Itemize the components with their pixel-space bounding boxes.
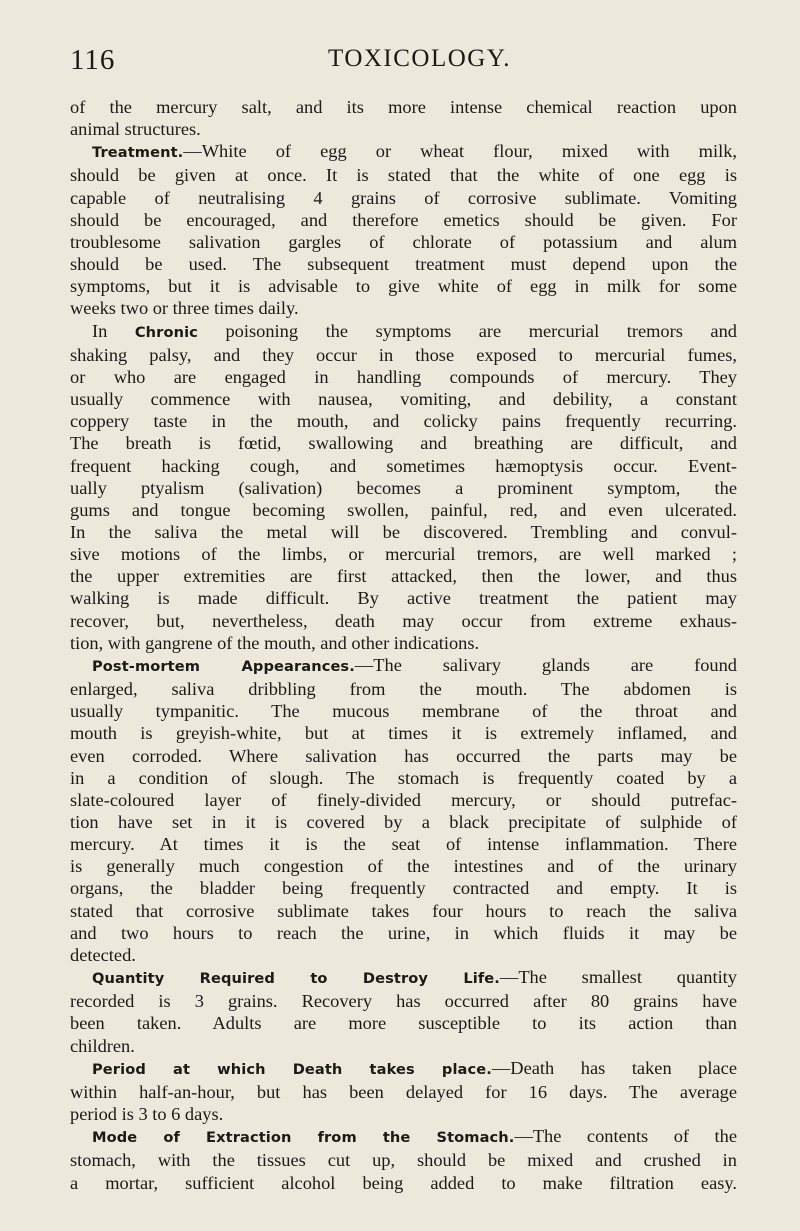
page-header: [70, 44, 730, 84]
text-line: mercury. At times it is the seat of intense inflammation. There: [70, 834, 737, 855]
text-line: capable of neutralising 4 grains of corrosive sublimate. Vomiting: [70, 187, 737, 208]
section-heading-mode: Mode of Extraction from the Stomach.: [92, 1129, 515, 1147]
text-line: period is 3 to 6 days.: [70, 1104, 224, 1125]
text-line: or who are engaged in handling compounds of mercury. They: [70, 366, 737, 387]
text-line: Treatment.—White of egg or wheat flour, mixed with milk,: [92, 141, 737, 162]
page-number: 116: [70, 44, 116, 76]
text-line: detected.: [70, 944, 136, 965]
text-line: even corroded. Where salivation has occurred the parts may be: [70, 745, 737, 766]
text-line: is generally much congestion of the intestines and of the urinary: [70, 856, 737, 877]
text-line: animal structures.: [70, 119, 201, 140]
text-line: usually tympanitic. The mucous membrane of the throat and: [70, 701, 737, 722]
text-line: frequent hacking cough, and sometimes hæmoptysis occur. Event-: [70, 455, 737, 476]
running-title: TOXICOLOGY.: [328, 45, 511, 72]
section-heading-post-mortem: Post-mortem Appearances.: [92, 657, 355, 675]
text-line: shaking palsy, and they occur in those exposed to mercurial fumes,: [70, 344, 737, 365]
text-line: stated that corrosive sublimate takes four hours to reach the saliva: [70, 900, 737, 921]
text-line: should be encouraged, and therefore emetics should be given. For: [70, 209, 737, 230]
text-line: recover, but, nevertheless, death may occur from extreme exhaus-: [70, 610, 737, 631]
text-line: coppery taste in the mouth, and colicky pains frequently recurring.: [70, 411, 737, 432]
text-line: been taken. Adults are more susceptible to its action than: [70, 1013, 737, 1034]
text-line: gums and tongue becoming swollen, painful, red, and even ulcerated.: [70, 499, 737, 520]
text-line: symptoms, but it is advisable to give white of egg in milk for some: [70, 276, 737, 297]
text-line: Post-mortem Appearances.—The salivary glands are found: [92, 654, 737, 675]
text-line: Mode of Extraction from the Stomach.—The contents of the: [92, 1126, 737, 1147]
text-line: in a condition of slough. The stomach is frequently coated by a: [70, 767, 737, 788]
text-line: walking is made difficult. By active treatment the patient may: [70, 588, 737, 609]
body-text: [70, 96, 737, 1194]
text-line: of the mercury salt, and its more intense chemical reaction upon: [70, 97, 737, 117]
section-heading-chronic: Chronic: [134, 323, 198, 341]
text-line: Period at which Death takes place.—Death has taken place: [92, 1057, 737, 1078]
section-heading-treatment: Treatment.: [92, 144, 184, 162]
text-line: recorded is 3 grains. Recovery has occurred after 80 grains have: [70, 991, 737, 1012]
text-line: a mortar, sufficient alcohol being added to make filtration easy.: [70, 1172, 737, 1193]
text-line: weeks two or three times daily.: [70, 298, 299, 319]
text-line: sive motions of the limbs, or mercurial tremors, are well marked ;: [70, 544, 737, 565]
text-line: enlarged, saliva dribbling from the mouth. The abdomen is: [70, 679, 737, 700]
section-heading-period: Period at which Death takes place.: [92, 1060, 492, 1078]
text-line: slate-coloured layer of finely-divided mercury, or should putrefac-: [70, 789, 737, 810]
text-line: should be given at once. It is stated that the white of one egg is: [70, 165, 737, 186]
section-heading-quantity: Quantity Required to Destroy Life.: [92, 970, 500, 988]
text-line: stomach, with the tissues cut up, should be mixed and crushed in: [70, 1150, 737, 1171]
text-line: the upper extremities are first attacked, then the lower, and thus: [70, 566, 737, 587]
text-line: In the saliva the metal will be discovered. Trembling and convul-: [70, 521, 737, 542]
text-line: tion, with gangrene of the mouth, and other indications.: [70, 632, 480, 653]
text-line: Quantity Required to Destroy Life.—The smallest quantity: [92, 967, 737, 988]
text-line: should be used. The subsequent treatment must depend upon the: [70, 254, 737, 275]
text-line: children.: [70, 1035, 135, 1056]
text-line: troublesome salivation gargles of chlorate of potassium and alum: [70, 231, 737, 252]
text-line: The breath is fœtid, swallowing and breathing are difficult, and: [70, 433, 737, 454]
text-line: organs, the bladder being frequently contracted and empty. It is: [70, 878, 737, 899]
text-line: ually ptyalism (salivation) becomes a prominent symptom, the: [70, 477, 737, 498]
text-line: tion have set in it is covered by a black precipitate of sulphide of: [70, 812, 737, 832]
text-line: within half-an-hour, but has been delayed for 16 days. The average: [70, 1081, 737, 1102]
text-line: In Chronic poisoning the symptoms are mercurial tremors and: [92, 320, 737, 341]
text-line: usually commence with nausea, vomiting, and debility, a constant: [70, 389, 737, 410]
text-line: mouth is greyish-white, but at times it is extremely inflamed, and: [70, 723, 737, 744]
text-line: and two hours to reach the urine, in which fluids it may be: [70, 922, 737, 943]
